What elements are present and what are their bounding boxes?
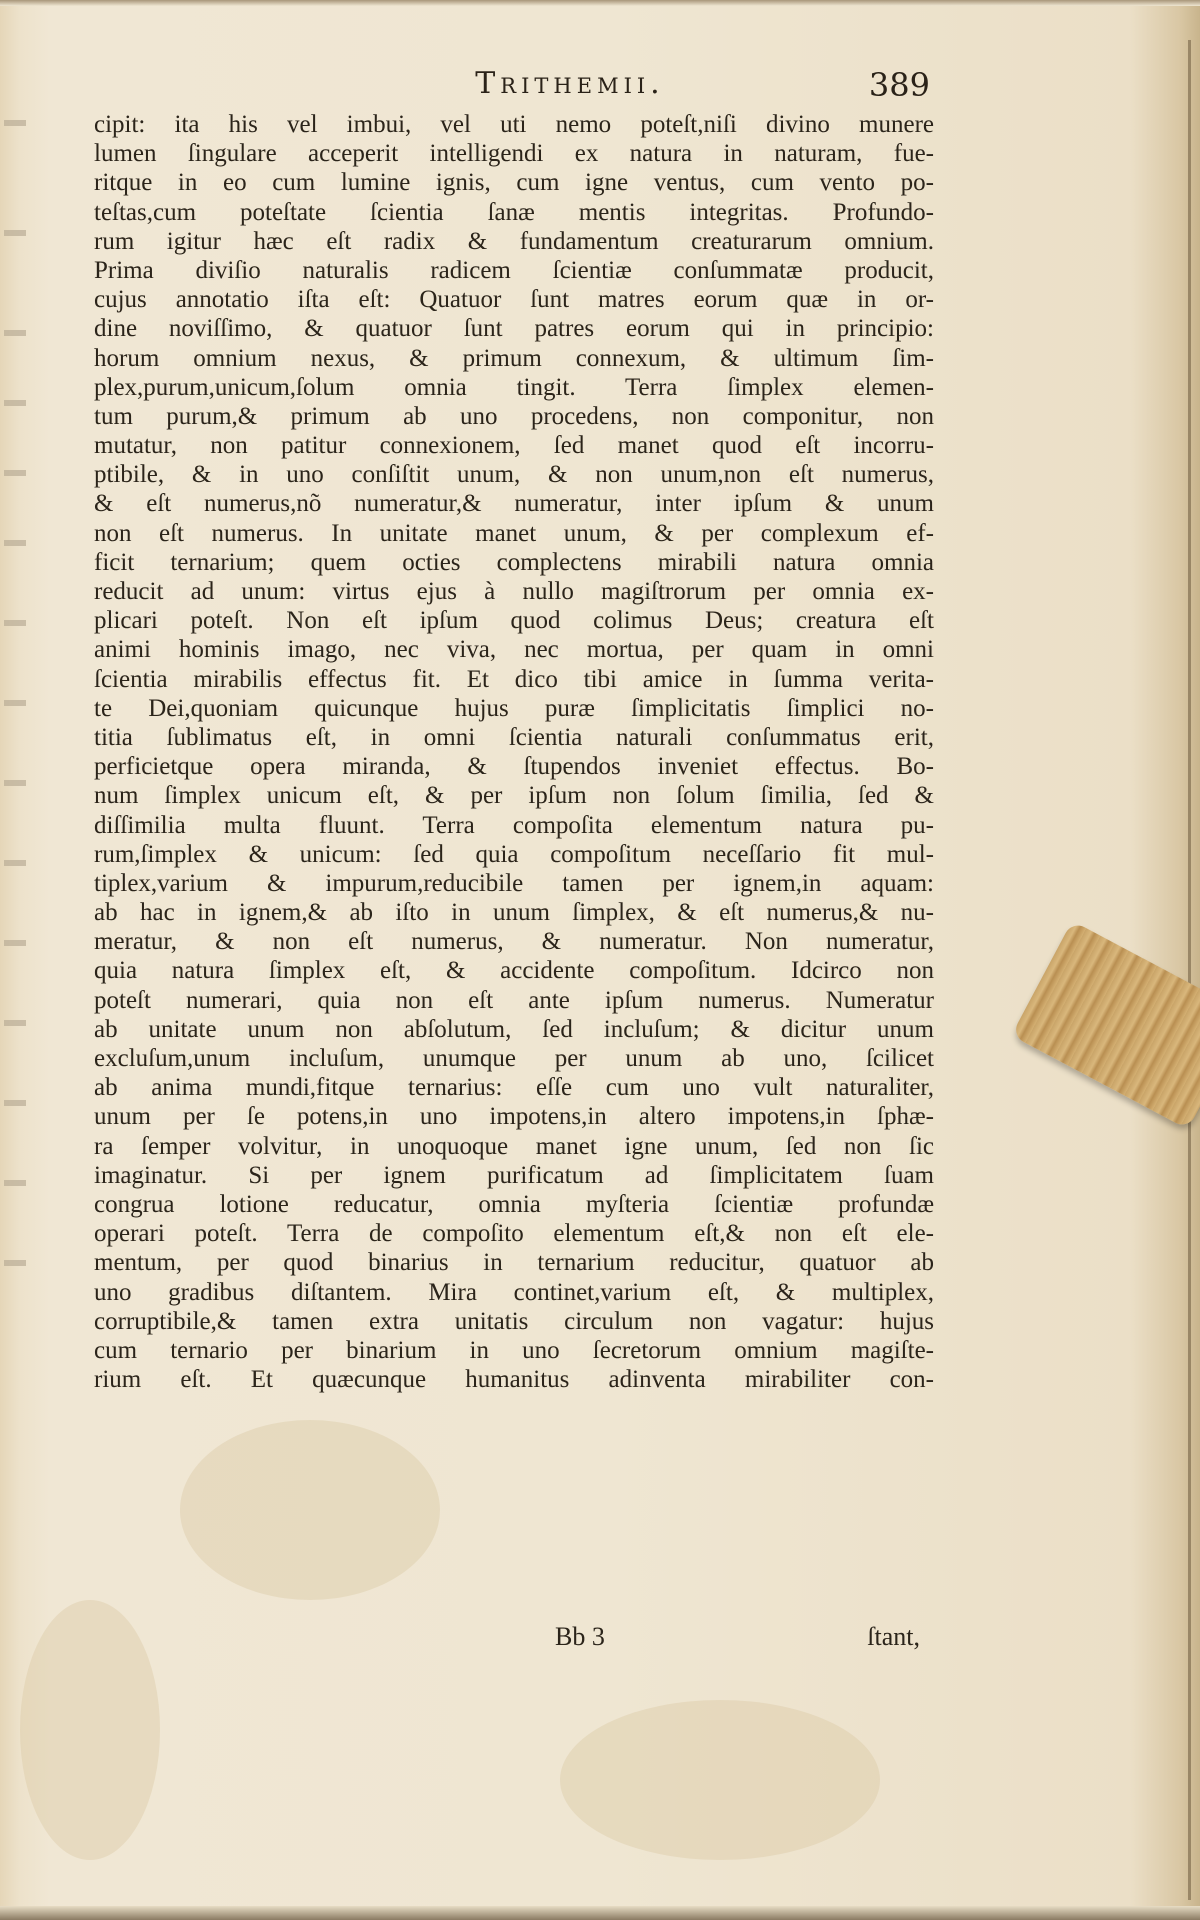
paper-stain [560,1700,880,1860]
text-line: ab anima mundi,fitque ternarius: eſſe cum uno vult naturaliter, [94,1074,934,1102]
bleed-mark [4,1020,26,1026]
page-footer [0,1622,1200,1658]
text-line: excluſum,unum incluſum, unumque per unum ab uno, ſcilicet [94,1045,934,1072]
paper-stain [180,1420,440,1600]
text-line: ab hac in ignem,& ab iſto in unum ſimplex, & eſt numerus,& nu- [94,899,934,927]
bleed-mark [4,400,26,406]
text-line: horum omnium nexus, & primum connexum, & ultimum ſim- [94,344,934,372]
text-line: tiplex,varium & impurum,reducibile tamen per ignem,in aquam: [94,869,934,897]
text-line: uno gradibus diſtantem. Mira continet,varium eſt, & multiplex, [94,1278,934,1306]
page-bottom-edge [0,1906,1200,1920]
text-line: meratur, & non eſt numerus, & numeratur. Non numeratur, [94,928,934,956]
body-text [94,110,934,1394]
signature-mark: Bb 3 [555,1622,605,1651]
page-fore-edge [1188,40,1191,1900]
bleed-mark [4,1180,26,1186]
text-line: congrua lotione reducatur, omnia myſteria ſcientiæ profundæ [94,1190,934,1218]
text-line: ra ſemper volvitur, in unoquoque manet igne unum, ſed non ſic [94,1132,934,1160]
text-line: ab unitate unum non abſolutum, ſed incluſum; & dicitur unum [94,1015,934,1043]
text-line: operari poteſt. Terra de compoſito elementum eſt,& non eſt ele- [94,1220,934,1248]
facing-page-bleed-through [0,100,60,1350]
text-line: & eſt numerus,nõ numeratur,& numeratur, inter ipſum & unum [94,490,934,518]
text-line: tum purum,& primum ab uno procedens, non componitur, non [94,402,934,430]
bleed-mark [4,1260,26,1266]
page-number: 389 [868,66,930,104]
text-line: reducit ad unum: virtus ejus à nullo magiſtrorum per omnia ex- [94,578,934,605]
text-line: plicari poteſt. Non eſt ipſum quod colimus Deus; creatura eſt [94,607,934,635]
text-line: rum,ſimplex & unicum: ſed quia compoſitum neceſſario fit mul- [94,840,934,868]
text-line: num ſimplex unicum eſt, & per ipſum non ſolum ſimilia, ſed & [94,782,934,810]
text-line: ficit ternarium; quem octies complectens mirabili natura omnia [94,548,934,576]
bleed-mark [4,1100,26,1106]
text-line: teſtas,cum poteſtate ſcientia ſanæ mentis integritas. Profundo- [94,198,934,226]
page-header [0,66,1200,110]
text-line: mentum, per quod binarius in ternarium reducitur, quatuor ab [94,1249,934,1277]
text-line: cipit: ita his vel imbui, vel uti nemo poteſt,niſi divino munere [94,111,934,138]
text-line: imaginatur. Si per ignem purificatum ad ſimplicitatem ſuam [94,1161,934,1189]
text-line: ſcientia mirabilis effectus fit. Et dico tibi amice in ſumma verita- [94,665,934,693]
text-line: dine noviſſimo, & quatuor ſunt patres eorum qui in principio: [94,315,934,343]
bleed-mark [4,230,26,236]
bleed-mark [4,940,26,946]
text-line: non eſt numerus. In unitate manet unum, & per complexum ef- [94,519,934,547]
text-line: diſſimilia multa fluunt. Terra compoſita elementum natura pu- [94,811,934,839]
text-line: animi hominis imago, nec viva, nec mortua, per quam in omni [94,636,934,664]
text-line: unum per ſe potens,in uno impotens,in altero impotens,in ſphæ- [94,1103,934,1131]
bleed-mark [4,860,26,866]
text-line: perficietque opera miranda, & ſtupendos inveniet effectus. Bo- [94,753,934,781]
text-line: cum ternario per binarium in uno ſecretorum omnium magiſte- [94,1336,934,1364]
text-line: rium eſt. Et quæcunque humanitus adinventa mirabiliter con- [94,1366,934,1394]
text-line: te Dei,quoniam quicunque hujus puræ ſimplicitatis ſimplici no- [94,694,934,722]
text-line: cujus annotatio iſta eſt: Quatuor ſunt matres eorum quæ in or- [94,286,934,314]
text-line: plex,purum,unicum,ſolum omnia tingit. Terra ſimplex elemen- [94,373,934,401]
text-line: ritque in eo cum lumine ignis, cum igne ventus, cum vento po- [94,169,934,197]
text-line: titia ſublimatus eſt, in omni ſcientia naturali conſummatus erit, [94,723,934,751]
text-line: corruptibile,& tamen extra unitatis circulum non vagatur: hujus [94,1307,934,1335]
bleed-mark [4,780,26,786]
bleed-mark [4,120,26,126]
text-line: mutatur, non patitur connexionem, ſed manet quod eſt incorru- [94,432,934,460]
text-line: quia natura ſimplex eſt, & accidente compoſitum. Idcirco non [94,957,934,985]
text-line: Prima diviſio naturalis radicem ſcientiæ conſummatæ producit, [94,256,934,284]
bleed-mark [4,700,26,706]
bleed-mark [4,470,26,476]
text-line: ptibile, & in uno conſiſtit unum, & non unum,non eſt numerus, [94,461,934,489]
text-line: poteſt numerari, quia non eſt ante ipſum numerus. Numeratur [94,986,934,1014]
bleed-mark [4,330,26,336]
bleed-mark [4,540,26,546]
catchword: ſtant, [867,1622,920,1651]
text-line: rum igitur hæc eſt radix & fundamentum creaturarum omnium. [94,227,934,255]
wooden-page-holder [1011,921,1200,1130]
running-head: Trithemii. [475,66,665,101]
bleed-mark [4,620,26,626]
page-top-edge [0,0,1200,6]
text-line: lumen ſingulare acceperit intelligendi ex natura in naturam, fue- [94,140,934,168]
